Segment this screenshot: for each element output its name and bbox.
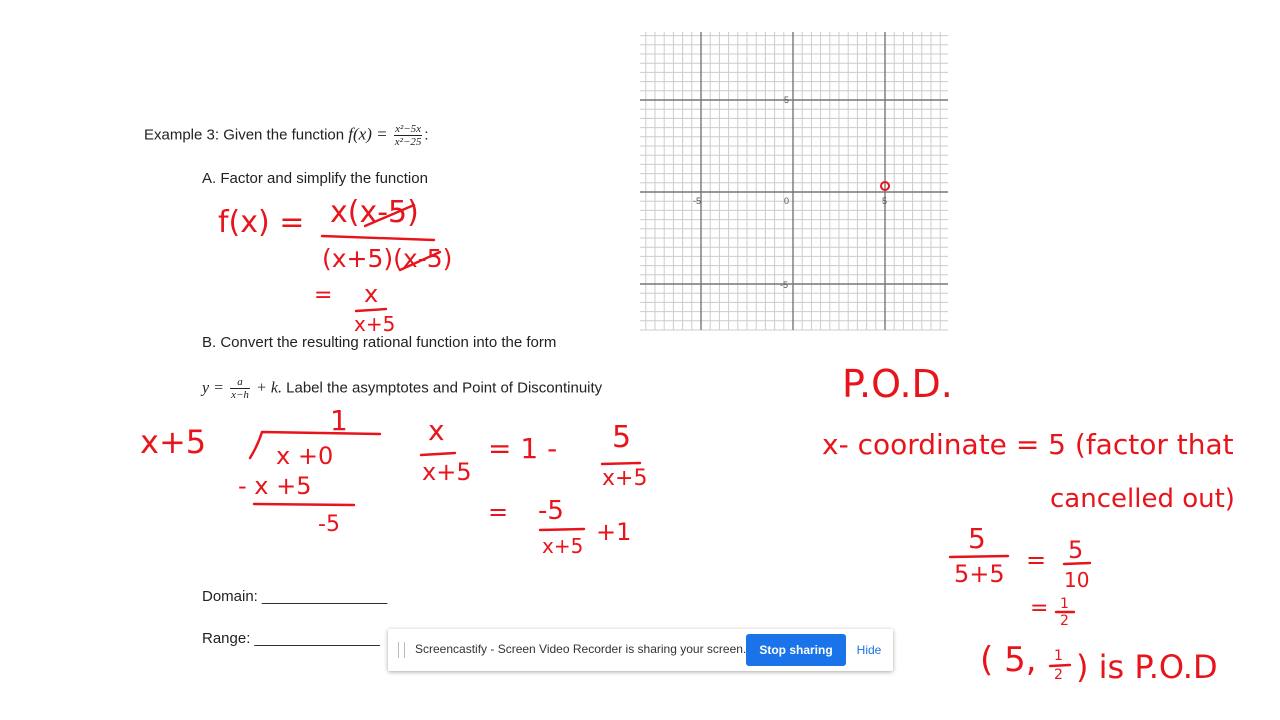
ink-result-den: x+5 [422, 458, 472, 486]
calc-fraction-bar-1 [950, 556, 1008, 557]
ink-calc-den3: 2 [1060, 613, 1069, 629]
ink-factor-lhs: f(x) = [218, 205, 305, 240]
ink-pod-point: ( 5, [980, 640, 1037, 680]
screen-share-banner [388, 629, 893, 671]
simplified-fraction-bar [356, 309, 386, 311]
ink-calc-den2: 10 [1064, 568, 1090, 592]
hole-marker [881, 182, 889, 190]
ink-simplified-num: x [364, 280, 379, 308]
result-fraction-bar-2 [602, 463, 640, 464]
ink-simplified-eq: = [314, 283, 333, 308]
part-b-label: B. Convert the resulting rational function into the form [202, 334, 557, 351]
ink-pod-point-end: ) is P.O.D [1076, 648, 1218, 686]
x-tick-5: 5 [882, 196, 888, 206]
ink-simplified-den: x+5 [354, 312, 396, 336]
ink-result-eq: = 1 - [488, 432, 558, 465]
ink-pod-title: P.O.D. [842, 362, 953, 406]
range-label: Range: _______________ [202, 630, 380, 647]
hide-button[interactable]: Hide [848, 634, 890, 666]
domain-label: Domain: _______________ [202, 588, 388, 605]
point-fraction-bar [1050, 665, 1070, 666]
form-numerator: a [230, 376, 250, 389]
part-a-label: A. Factor and simplify the function [202, 170, 428, 187]
ink-calc-eq1: = [1026, 546, 1047, 574]
ink-subtract: - x +5 [238, 472, 312, 500]
ink-calc-eq2: = [1030, 596, 1049, 621]
ink-factor-den: (x+5)(x-5) [322, 244, 453, 273]
ink-final-den: x+5 [542, 534, 584, 558]
y-tick-neg5: -5 [780, 280, 789, 290]
form-denominator: x−h [231, 389, 249, 401]
function-numerator: x²−5x [395, 123, 422, 135]
function-denominator: x²−25 [394, 136, 422, 148]
function-name: f(x) = [348, 124, 388, 144]
stop-sharing-button[interactable]: Stop sharing [746, 634, 846, 666]
share-message: Screencastify - Screen Video Recorder is sharing your screen. [415, 642, 747, 656]
ink-final-num: -5 [538, 496, 564, 526]
ink-pod-line2: cancelled out) [1050, 484, 1235, 514]
form-instructions: Label the asymptotes and Point of Discontinuity [286, 379, 603, 397]
result-fraction-bar-1 [421, 453, 455, 455]
ink-result-frac-num: 5 [612, 420, 632, 455]
ink-quotient: 1 [330, 404, 348, 437]
ink-final-eq: = [488, 498, 509, 526]
ink-result-num: x [428, 414, 445, 447]
subtraction-line [254, 504, 354, 505]
ink-final-plus: +1 [596, 518, 632, 546]
ink-calc-num3: 1 [1060, 596, 1069, 612]
ink-calc-den1: 5+5 [954, 560, 1005, 588]
x-tick-0: 0 [784, 196, 790, 206]
form-k: + k. [256, 379, 282, 397]
example-label: Example 3: Given the function [144, 126, 345, 144]
y-tick-5: 5 [784, 95, 790, 105]
ink-pod-point-num: 1 [1054, 648, 1063, 664]
ink-pod-line1: x- coordinate = 5 (factor that [822, 428, 1234, 461]
ink-calc-num1: 5 [968, 522, 986, 555]
x-tick-neg5: -5 [693, 196, 702, 206]
ink-result-frac-den: x+5 [602, 466, 648, 491]
ink-dividend: x +0 [276, 442, 334, 470]
form-y: y = [202, 379, 224, 397]
ink-pod-point-den: 2 [1054, 667, 1063, 683]
heading-colon: : [424, 126, 429, 144]
final-fraction-bar [540, 529, 584, 530]
ink-remainder: -5 [318, 512, 340, 537]
ink-calc-num2: 5 [1068, 536, 1084, 564]
factor-fraction-bar [322, 236, 434, 240]
drag-handle-icon[interactable] [398, 642, 405, 658]
ink-divisor: x+5 [140, 423, 207, 461]
ink-factor-num: x(x-5) [330, 195, 419, 230]
